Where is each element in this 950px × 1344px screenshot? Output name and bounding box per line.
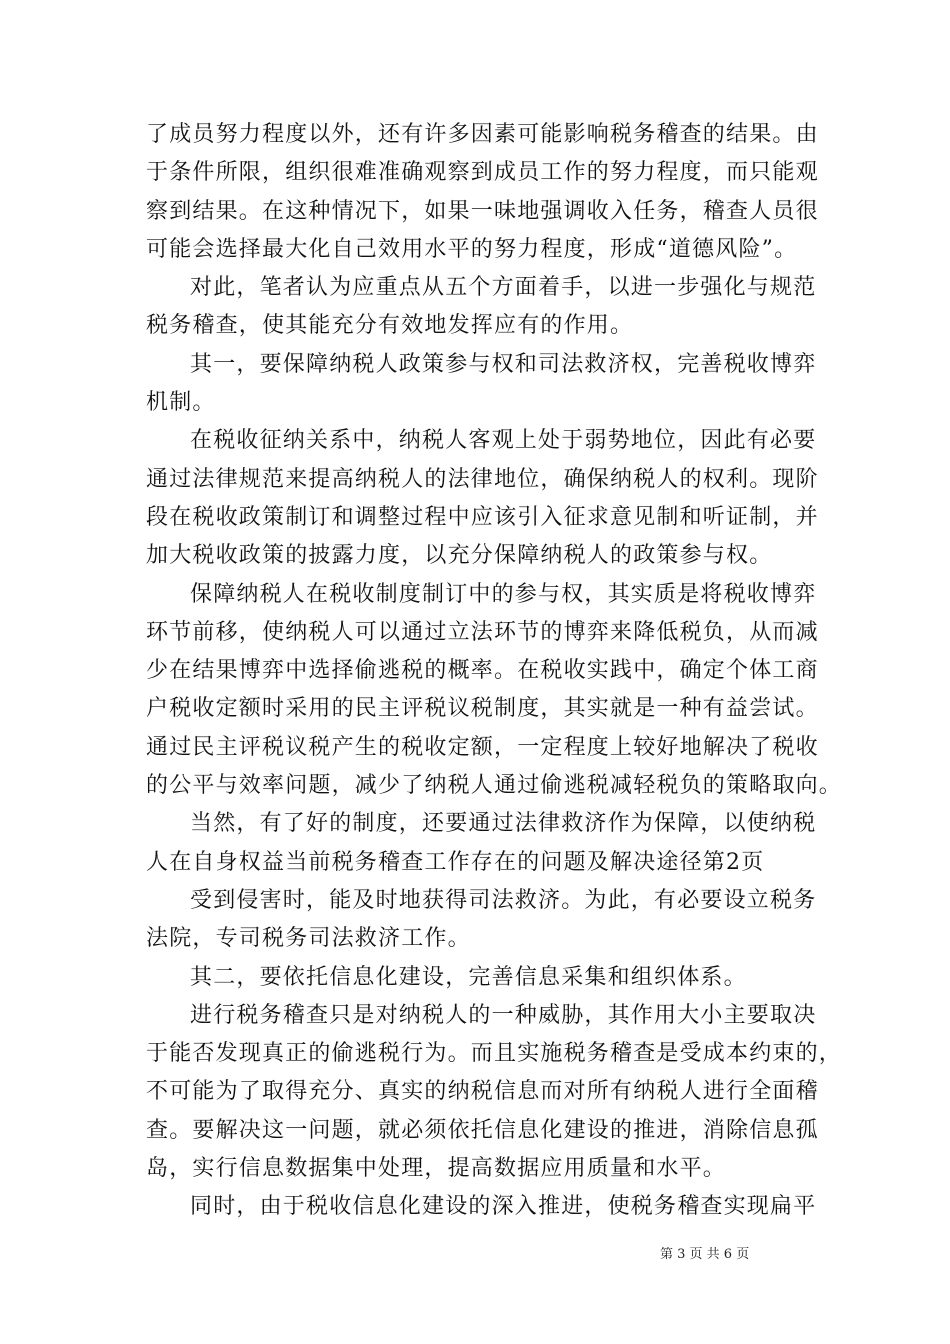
- text-line: 于能否发现真正的偷逃税行为。而且实施税务稽查是受成本约束的，: [146, 1041, 843, 1067]
- text-line: 对此，笔者认为应重点从五个方面着手，以进一步强化与规范: [190, 275, 817, 301]
- text-line: 人在自身权益当前税务稽查工作存在的问题及解决途径第2页: [146, 849, 765, 875]
- text-line: 户税收定额时采用的民主评税议税制度，其实就是一种有益尝试。: [146, 696, 819, 722]
- text-line: 可能会选择最大化自己效用水平的努力程度，形成“道德风险”。: [146, 236, 798, 262]
- text-line: 段在税收政策制订和调整过程中应该引入征求意见制和听证制，并: [146, 504, 819, 530]
- text-line: 岛，实行信息数据集中处理，提高数据应用质量和水平。: [146, 1156, 727, 1182]
- text-line: 于条件所限，组织很难准确观察到成员工作的努力程度，而只能观: [146, 160, 819, 186]
- text-line: 机制。: [146, 390, 216, 416]
- text-line: 加大税收政策的披露力度，以充分保障纳税人的政策参与权。: [146, 543, 773, 569]
- text-line: 进行税务稽查只是对纳税人的一种威胁，其作用大小主要取决: [190, 1002, 817, 1028]
- body-text: [146, 116, 843, 1227]
- text-line: 的公平与效率问题，减少了纳税人通过偷逃税减轻税负的策略取向。: [146, 773, 843, 799]
- text-line: 环节前移，使纳税人可以通过立法环节的博弈来降低税负，从而减: [146, 619, 819, 645]
- text-line: 同时，由于税收信息化建设的深入推进，使税务稽查实现扁平: [190, 1194, 817, 1220]
- text-line: 保障纳税人在税收制度制订中的参与权，其实质是将税收博弈: [190, 581, 817, 607]
- text-line: 通过法律规范来提高纳税人的法律地位，确保纳税人的权利。现阶: [146, 466, 819, 492]
- text-line: 查。要解决这一问题，就必须依托信息化建设的推进，消除信息孤: [146, 1117, 819, 1143]
- text-line: 通过民主评税议税产生的税收定额，一定程度上较好地解决了税收: [146, 734, 819, 760]
- text-line: 当然，有了好的制度，还要通过法律救济作为保障，以使纳税: [190, 811, 817, 837]
- text-line: 税务稽查，使其能充分有效地发挥应有的作用。: [146, 313, 634, 339]
- text-line: 了成员努力程度以外，还有许多因素可能影响税务稽查的结果。由: [146, 122, 819, 147]
- page-number: 第 3 页 共 6 页: [660, 1247, 750, 1262]
- text-line: 不可能为了取得充分、真实的纳税信息而对所有纳税人进行全面稽: [146, 1079, 819, 1105]
- text-line: 在税收征纳关系中，纳税人客观上处于弱势地位，因此有必要: [190, 428, 817, 454]
- text-line: 少在结果博弈中选择偷逃税的概率。在税收实践中，确定个体工商: [146, 658, 819, 684]
- text-line: 察到结果。在这种情况下，如果一味地强调收入任务，稽查人员很: [146, 198, 819, 224]
- text-line: 其二，要依托信息化建设，完善信息采集和组织体系。: [190, 964, 747, 990]
- text-line: 受到侵害时，能及时地获得司法救济。为此，有必要设立税务: [190, 887, 817, 913]
- text-line: 法院，专司税务司法救济工作。: [146, 926, 471, 952]
- text-line: 其一，要保障纳税人政策参与权和司法救济权，完善税收博弈: [190, 351, 817, 377]
